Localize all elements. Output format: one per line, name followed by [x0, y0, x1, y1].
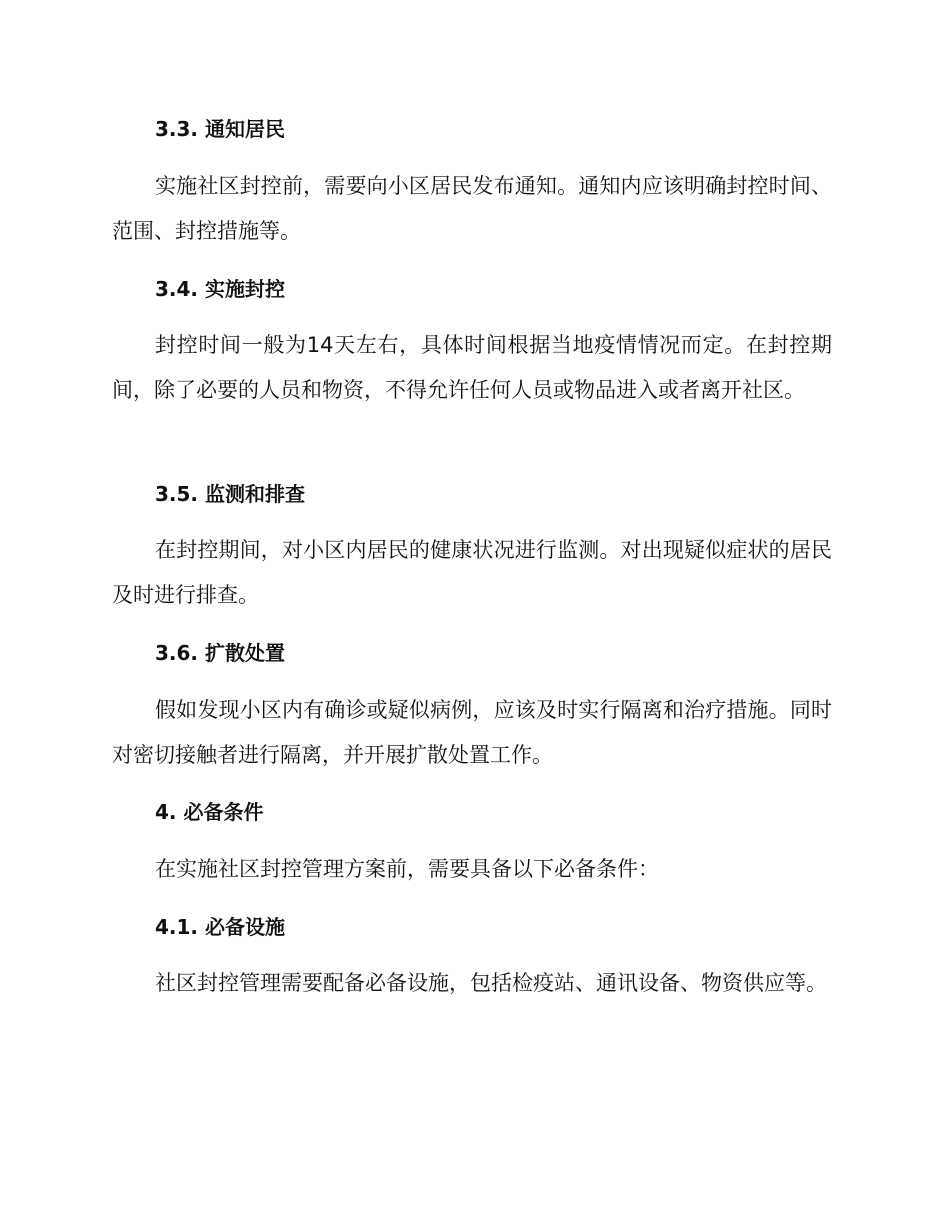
section-heading-3-3: 3.3. 通知居民 [155, 117, 285, 141]
section-paragraph-3-6: 假如发现小区内有确诊或疑似病例，应该及时实行隔离和治疗措施。同时对密切接触者进行隔离，并开展扩散处置工作。 [112, 698, 832, 767]
section-paragraph-3-4: 封控时间一般为14天左右，具体时间根据当地疫情情况而定。在封控期间，除了必要的人员和物资，不得允许任何人员或物品进入或者离开社区。 [112, 333, 832, 402]
section-paragraph-4: 在实施社区封控管理方案前，需要具备以下必备条件： [155, 857, 659, 881]
section-paragraph-4-1: 社区封控管理需要配备必备设施，包括检疫站、通讯设备、物资供应等。 [155, 971, 827, 995]
section-heading-3-4: 3.4. 实施封控 [155, 277, 285, 301]
section-heading-4: 4. 必备条件 [155, 800, 264, 824]
section-heading-4-1: 4.1. 必备设施 [155, 915, 285, 939]
section-heading-3-5: 3.5. 监测和排查 [155, 482, 305, 506]
section-paragraph-3-3: 实施社区封控前，需要向小区居民发布通知。通知内应该明确封控时间、范围、封控措施等。 [112, 174, 832, 243]
section-paragraph-3-5: 在封控期间，对小区内居民的健康状况进行监测。对出现疑似症状的居民及时进行排查。 [112, 538, 832, 607]
section-heading-3-6: 3.6. 扩散处置 [155, 641, 285, 665]
